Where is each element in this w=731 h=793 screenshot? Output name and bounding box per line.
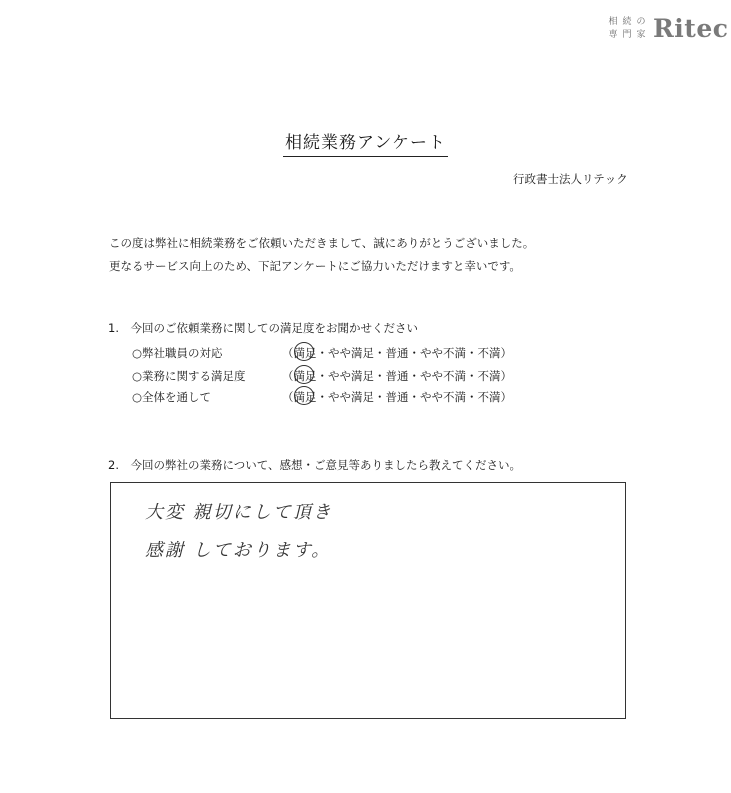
question-1: 1. 今回のご依頼業務に関しての満足度をお聞かせください bbox=[108, 321, 418, 335]
logo-kanji: の bbox=[636, 17, 646, 27]
logo-kanji: 門 bbox=[622, 30, 632, 40]
logo-kanji-grid bbox=[607, 16, 649, 41]
page-title bbox=[0, 128, 731, 153]
q1-row-options-service: （満足・やや満足・普通・やや不満・不満） bbox=[282, 369, 512, 383]
selected-circle-overall bbox=[294, 386, 314, 405]
logo-kanji: 続 bbox=[622, 17, 632, 27]
q1-row-label-service: ○業務に関する満足度 bbox=[132, 369, 246, 383]
intro-line-1: この度は弊社に相続業務をご依頼いただきまして、誠にありがとうございました。 bbox=[109, 236, 535, 250]
q1-row-label-overall: ○全体を通して bbox=[132, 390, 212, 404]
handwritten-answer-line-1: 大変 親切にして頂き bbox=[145, 502, 333, 523]
intro-line-2: 更なるサービス向上のため、下記アンケートにご協力いただけますと幸いです。 bbox=[109, 259, 521, 273]
logo-kanji: 専 bbox=[608, 30, 618, 40]
q1-row-options-staff: （満足・やや満足・普通・やや不満・不満） bbox=[282, 346, 512, 360]
logo-kanji: 家 bbox=[636, 30, 646, 40]
company-name: 行政書士法人リテック bbox=[513, 172, 628, 186]
selected-circle-service bbox=[294, 365, 314, 384]
logo-kanji: 相 bbox=[608, 17, 618, 27]
q1-row-options-overall: （満足・やや満足・普通・やや不満・不満） bbox=[282, 390, 512, 404]
page-title-text: 相続業務アンケート bbox=[283, 133, 448, 157]
selected-circle-staff bbox=[294, 342, 314, 361]
q1-row-label-staff: ○弊社職員の対応 bbox=[132, 346, 223, 360]
ritec-logo bbox=[607, 14, 729, 44]
question-2: 2. 今回の弊社の業務について、感想・ご意見等ありましたら教えてください。 bbox=[108, 458, 522, 472]
logo-wordmark: Ritec bbox=[653, 14, 729, 43]
handwritten-answer-line-2: 感謝 しております。 bbox=[145, 540, 332, 561]
